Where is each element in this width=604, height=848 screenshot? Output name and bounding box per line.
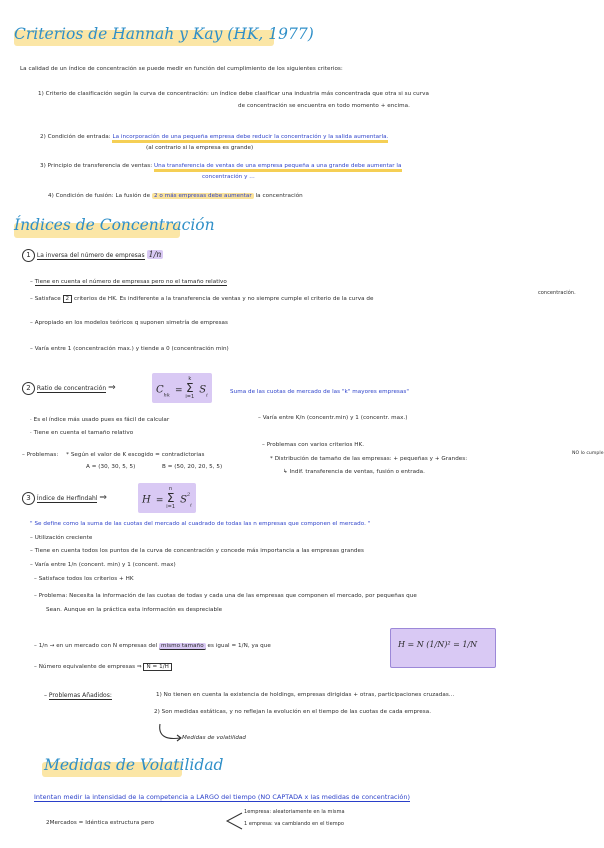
inversa-item-2: – Satisface 2 criterios de HK. Es indiferente a la transferencia de ventas y no siempre cumple el criterio de la curva de [30,296,374,302]
branch-bracket-icon [224,811,244,831]
section-indices-title: Índices de Concentración [14,216,215,234]
criterio-3-line2: concentración y ... [202,174,255,180]
ratio-formula: $C_{hk}$ = k Σ i=1 $S_i$ [152,373,212,403]
herfindahl-item-2: – Tiene en cuenta todos los puntos de la curva de concentración y concede más importancia a las empresas grandes [30,548,364,554]
volatilidad-line: Intentan medir la intensidad de la competencia a LARGO del tiempo (NO CAPTADA x las medidas de concentración) [34,793,411,801]
criterio-3 [40,163,402,169]
inversa-concentracion-note: concentración. [538,290,576,296]
criterio-4-highlight: 2 o más empresas debe aumentar [153,193,252,199]
herfindahl-item-6: Sean. Aunque en la práctica esta información es despreciable [46,607,223,613]
herfindahl-problema-1: 1) No tienen en cuenta la existencia de holdings, empresas dirigidas + otras, participaciones cruzadas... [156,692,455,698]
herfindahl-heading-text: Índice de Herfindahl [36,495,98,502]
ratio-right-item-2: – Problemas con varios criterios HK. [262,442,365,448]
criterio-1-line2: de concentración se encuentra en todo momento + encima. [238,103,410,109]
arrow-note: Medidas de volatilidad [182,735,247,741]
herfindahl-item-5: – Problema: Necesita la información de las cuotas de todas y cada una de las empresas que componen el mercado, por pequeñas que [34,593,417,599]
herfindahl-heading: 3 Índice de Herfindahl ⇒ [22,492,107,505]
ratio-right-item-1: – Varía entre K/n (concentr.min) y 1 (concentr. max.) [258,415,408,421]
criterio-2-line2: (al contrario si la empresa es grande) [146,145,254,151]
criterio-3-label: 3) Principio de transferencia de ventas: [40,163,153,169]
volatilidad-mercados: 2Mercados = Idéntica estructura pero [46,820,154,826]
volatilidad-branch-1: 1empresa: aleatoriamente en la misma [244,809,345,815]
equal-formula: H = N (1/N)² = 1/N [398,640,478,649]
criterio-4-label: 4) Condición de fusión: [48,193,114,199]
herfindahl-formula: H = n Σ i=1 $S^2_i$ [138,483,196,513]
inversa-formula: 1/n [148,250,162,259]
criterio-4-post: la concentración [255,193,303,199]
herfindahl-item-1: – Utilización creciente [30,535,93,541]
intro-text: La calidad de un índice de concentración se puede medir en función del cumplimiento de los siguientes criterios: [20,66,343,72]
criterio-3-text: Una transferencia de ventas de una empresa pequeña a una grande debe aumentar la [154,163,402,172]
herfindahl-number: 3 [22,492,35,505]
ratio-problemas: – Problemas: * Según el valor de K escogido = contradictorias [22,452,205,458]
herfindahl-definition: " Se define como la suma de las cuotas del mercado al cuadrado de todas las n empresas que componen el mercado. " [30,521,371,527]
ratio-right-item-4: ↳ Indif. transferencia de ventas, fusión o entrada. [283,469,425,475]
ratio-right-item-3: * Distribución de tamaño de las empresas: + pequeñas y + Grandes: [270,456,468,462]
criterio-1-line1: 1) Criterio de clasificación según la curva de concentración: un índice debe clasificar una industria más concentrada que otra si su curva [38,91,429,97]
inversa-item-4: – Varía entre 1 (concentración max.) y tiende a 0 (concentración min) [30,346,229,352]
inversa-boxed-num: 2 [63,295,73,303]
inversa-item-1: – Tiene en cuenta el número de empresas pero no el tamaño relativo [30,279,227,285]
herfindahl-problema-2: 2) Son medidas estáticas, y no reflejan la evolución en el tiempo de las cuotas de cada empresa. [154,709,432,715]
ratio-left-item-1: · Es el índice más usado pues es fácil de calcular [30,417,170,423]
ratio-heading-text: Ratio de concentración [36,385,107,392]
inversa-heading [22,249,163,262]
ratio-problemas-a: A = (30, 30, 5, 5) [86,464,136,470]
curved-arrow-icon [156,722,186,746]
ratio-no-cumple: NO lo cumple [572,451,604,456]
inversa-item-3: – Apropiado en los modelos teóricos q suponen simetría de empresas [30,320,228,326]
ratio-left-item-2: · Tiene en cuenta el tamaño relativo [30,430,134,436]
ratio-number: 2 [22,382,35,395]
herfindahl-equivalente: – Número equivalente de empresas ⇒ N = 1/H [34,664,172,670]
page-title: Criterios de Hannah y Kay (HK, 1977) [14,25,314,43]
volatilidad-branch-2: 1 empresa: va cambiando en el tiempo [244,821,344,827]
inversa-heading-text: La inversa del número de empresas [36,252,145,259]
criterio-4 [48,193,303,199]
herfindahl-item-3: – Varía entre 1/n (concent. min) y 1 (concent. max) [30,562,176,568]
mismo-tamano: mismo tamaño [161,643,204,649]
ratio-heading: 2 Ratio de concentración ⇒ [22,382,116,395]
criterio-2-label: 2) Condición de entrada: [40,134,111,140]
ratio-problemas-b: B = (50, 20, 20, 5, 5) [162,464,223,470]
criterio-4-pre: La fusión de [115,193,151,199]
herfindahl-problemas-label: – Problemas Añadidos: [44,692,112,699]
inversa-number: 1 [22,249,35,262]
criterio-2-text: La incorporación de una pequeña empresa debe reducir la concentración y la salida aumentarla. [112,134,388,143]
herfindahl-equal: – 1/n → en un mercado con N empresas del mismo tamaño es igual = 1/N, ya que [34,643,271,649]
equivalente-value: N = 1/H [143,663,171,671]
herfindahl-item-4: – Satisface todos los criterios + HK [34,576,134,582]
criterio-2 [40,134,388,140]
section-volatilidad-title: Medidas de Volatilidad [44,756,224,774]
ratio-note: Suma de las cuotas de mercado de las "k" mayores empresas" [230,389,409,395]
